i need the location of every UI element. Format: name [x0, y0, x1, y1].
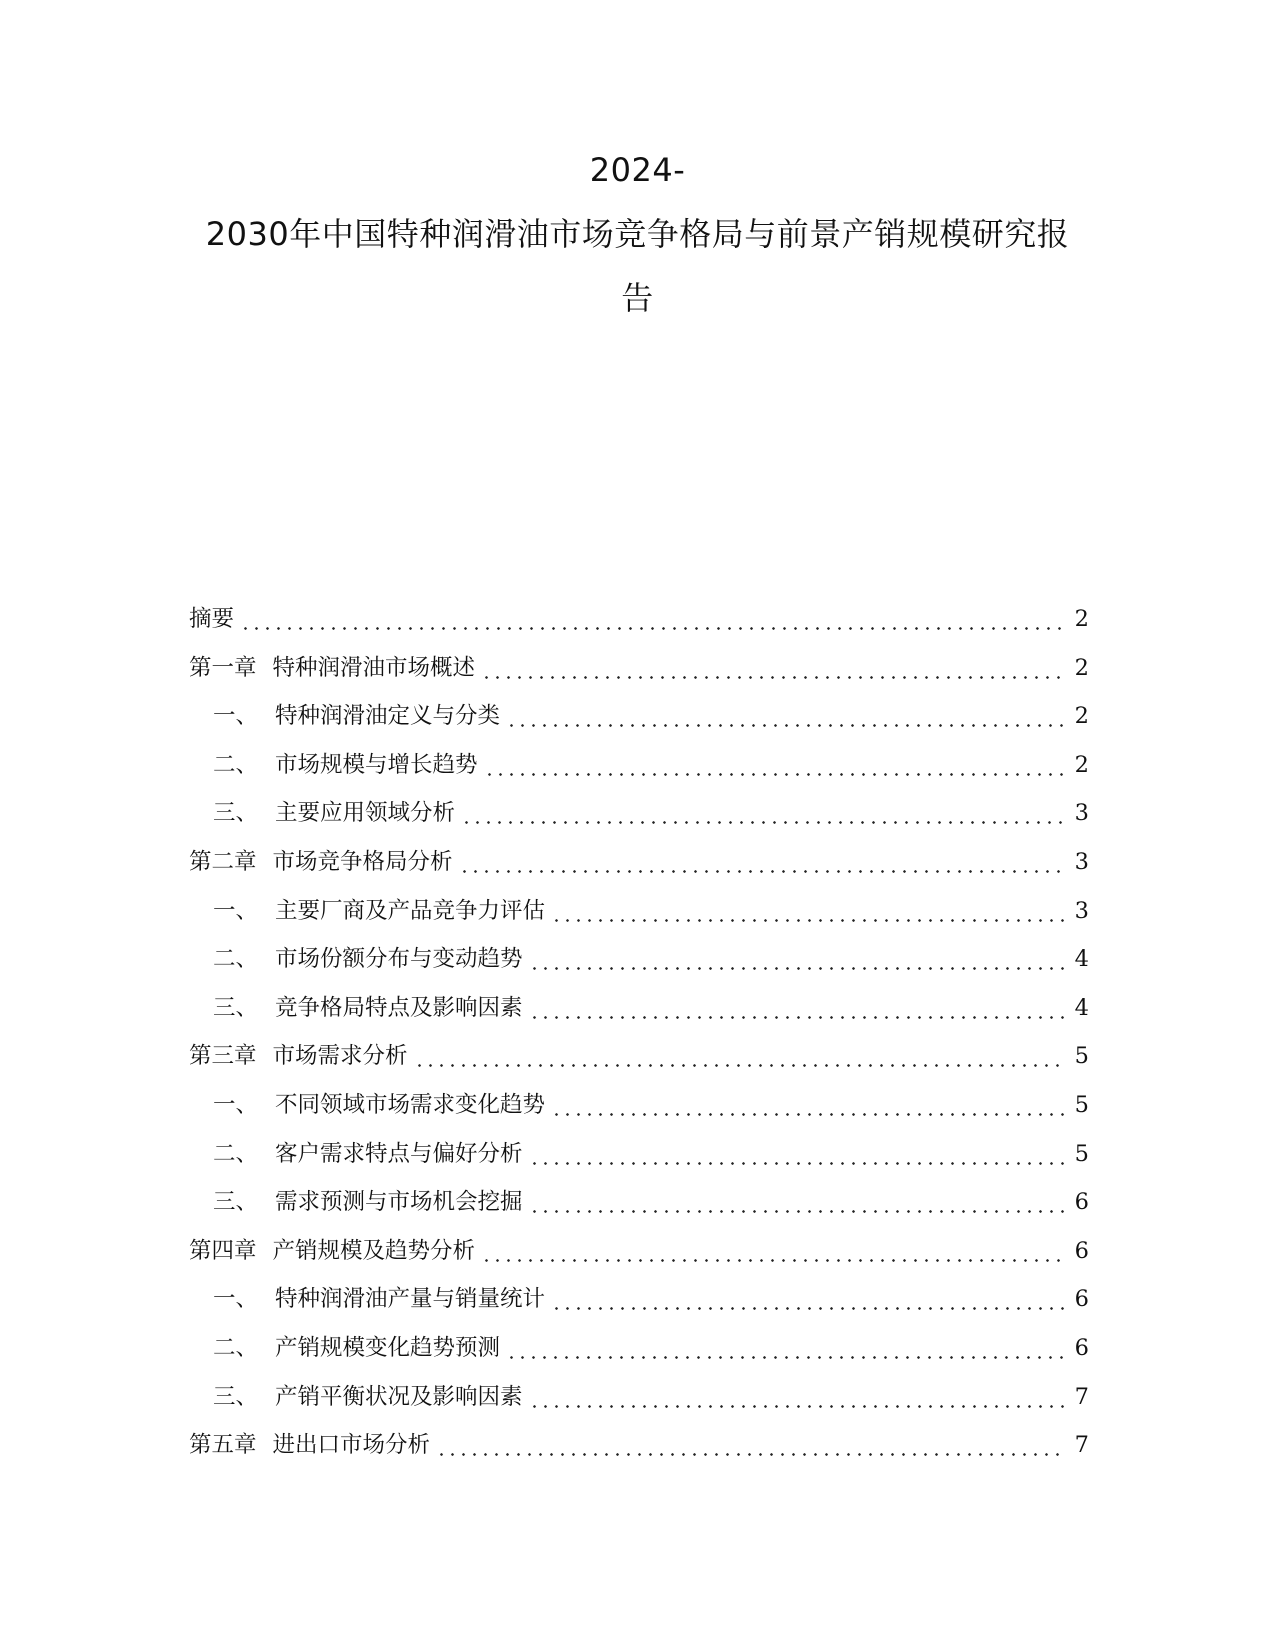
toc-dot-leader — [529, 1130, 1067, 1179]
toc-entry-title — [189, 838, 459, 887]
toc-entry-title — [189, 741, 484, 790]
toc-entry[interactable] — [189, 1275, 1089, 1324]
toc-entry-number: 第一章 — [189, 654, 257, 681]
toc-page-number: 4 — [1074, 946, 1089, 973]
toc-entry-title — [189, 984, 529, 1033]
toc-entry-title — [189, 1081, 551, 1130]
toc-page-number: 2 — [1074, 751, 1089, 778]
toc-entry-label: 市场竞争格局分析 — [272, 848, 453, 875]
toc-entry-number: 二、 — [213, 751, 259, 778]
toc-entry-title — [189, 1178, 529, 1227]
toc-page-number: 6 — [1074, 1286, 1089, 1313]
toc-page-number: 6 — [1074, 1334, 1089, 1361]
toc-entry-number: 第三章 — [189, 1043, 257, 1070]
toc-entry-label: 摘要 — [189, 606, 235, 632]
toc-entry-label: 特种润滑油产量与销量统计 — [275, 1286, 546, 1313]
toc-entry[interactable] — [189, 838, 1089, 887]
toc-entry[interactable] — [189, 1373, 1089, 1422]
toc-entry-number: 二、 — [213, 946, 259, 973]
toc-page-number: 3 — [1074, 897, 1089, 924]
toc-dot-leader — [240, 595, 1067, 644]
toc-entry-number: 二、 — [213, 1140, 259, 1167]
toc-entry[interactable] — [189, 1032, 1089, 1081]
toc-entry[interactable] — [189, 1081, 1089, 1130]
toc-entry-title — [189, 789, 461, 838]
toc-page-number: 2 — [1074, 654, 1089, 681]
toc-entry[interactable] — [189, 1178, 1089, 1227]
toc-entry-number: 二、 — [213, 1334, 259, 1361]
toc-entry[interactable] — [189, 984, 1089, 1033]
toc-dot-leader — [461, 789, 1067, 838]
toc-entry-label: 主要应用领域分析 — [275, 800, 456, 827]
toc-entry-title — [189, 1032, 414, 1081]
toc-entry-label: 主要厂商及产品竞争力评估 — [275, 897, 546, 924]
toc-entry-title — [189, 644, 481, 693]
title-line-3: 告 — [621, 279, 654, 317]
toc-entry-title — [189, 935, 529, 984]
toc-entry-number: 一、 — [213, 897, 259, 924]
toc-entry-title — [189, 1130, 529, 1179]
toc-entry[interactable] — [189, 887, 1089, 936]
toc-dot-leader — [529, 984, 1067, 1033]
toc-page-number: 7 — [1074, 1383, 1089, 1410]
toc-entry-number: 三、 — [213, 800, 259, 827]
toc-entry[interactable] — [189, 1130, 1089, 1179]
toc-dot-leader — [529, 1373, 1067, 1422]
toc-entry-title — [189, 1421, 436, 1470]
toc-entry[interactable] — [189, 1324, 1089, 1373]
toc-entry-number: 一、 — [213, 1286, 259, 1313]
toc-entry[interactable] — [189, 935, 1089, 984]
toc-dot-leader — [484, 741, 1067, 790]
toc-entry-title — [189, 595, 240, 644]
toc-dot-leader — [529, 1178, 1067, 1227]
toc-page-number: 4 — [1074, 994, 1089, 1021]
toc-entry-label: 不同领域市场需求变化趋势 — [275, 1091, 546, 1118]
toc-entry-title — [189, 1275, 551, 1324]
toc-entry-label: 客户需求特点与偏好分析 — [275, 1140, 523, 1167]
toc-page-number: 2 — [1074, 703, 1089, 730]
toc-entry-number: 三、 — [213, 1383, 259, 1410]
toc-dot-leader — [529, 935, 1067, 984]
title-line-2: 2030年中国特种润滑油市场竞争格局与前景产销规模研究报 — [205, 215, 1070, 253]
toc-entry-number: 三、 — [213, 994, 259, 1021]
toc-entry-label: 进出口市场分析 — [272, 1432, 431, 1459]
toc-page-number: 3 — [1074, 848, 1089, 875]
toc-entry-number: 第五章 — [189, 1432, 257, 1459]
toc-dot-leader — [414, 1032, 1067, 1081]
toc-page-number: 5 — [1074, 1140, 1089, 1167]
toc-entry-label: 特种润滑油定义与分类 — [275, 703, 501, 730]
toc-entry-label: 特种润滑油市场概述 — [272, 654, 476, 681]
toc-entry-title — [189, 1324, 506, 1373]
toc-dot-leader — [481, 1227, 1067, 1276]
toc-dot-leader — [506, 692, 1067, 741]
toc-page-number: 6 — [1074, 1237, 1089, 1264]
toc-entry-label: 市场需求分析 — [272, 1043, 408, 1070]
toc-entry[interactable] — [189, 692, 1089, 741]
toc-dot-leader — [481, 644, 1067, 693]
toc-dot-leader — [551, 1275, 1067, 1324]
toc-entry-number: 第四章 — [189, 1237, 257, 1264]
toc-dot-leader — [506, 1324, 1067, 1373]
toc-dot-leader — [459, 838, 1067, 887]
toc-page-number: 5 — [1074, 1091, 1089, 1118]
toc-entry-number: 一、 — [213, 703, 259, 730]
toc-entry-label: 产销平衡状况及影响因素 — [275, 1383, 523, 1410]
toc-entry[interactable] — [189, 595, 1089, 644]
table-of-contents — [189, 595, 1089, 1470]
toc-entry-label: 产销规模变化趋势预测 — [275, 1334, 501, 1361]
toc-entry-label: 需求预测与市场机会挖掘 — [275, 1189, 523, 1216]
toc-page-number: 6 — [1074, 1189, 1089, 1216]
toc-entry[interactable] — [189, 741, 1089, 790]
toc-entry[interactable] — [189, 1421, 1089, 1470]
toc-entry[interactable] — [189, 789, 1089, 838]
toc-entry-number: 第二章 — [189, 848, 257, 875]
toc-entry-title — [189, 1227, 481, 1276]
toc-page-number: 7 — [1074, 1432, 1089, 1459]
toc-entry[interactable] — [189, 644, 1089, 693]
toc-page-number: 2 — [1074, 606, 1089, 632]
toc-dot-leader — [551, 1081, 1067, 1130]
toc-entry-label: 产销规模及趋势分析 — [272, 1237, 476, 1264]
toc-entry-number: 三、 — [213, 1189, 259, 1216]
toc-entry-title — [189, 1373, 529, 1422]
toc-entry-label: 市场规模与增长趋势 — [275, 751, 478, 778]
toc-dot-leader — [436, 1421, 1067, 1470]
toc-entry-title — [189, 692, 506, 741]
toc-dot-leader — [551, 887, 1067, 936]
toc-entry-label: 市场份额分布与变动趋势 — [275, 946, 523, 973]
toc-entry-label: 竞争格局特点及影响因素 — [275, 994, 523, 1021]
toc-page-number: 3 — [1074, 800, 1089, 827]
title-line-1: 2024- — [589, 151, 686, 189]
toc-entry-number: 一、 — [213, 1091, 259, 1118]
toc-entry[interactable] — [189, 1227, 1089, 1276]
document-title — [0, 138, 1275, 330]
toc-page-number: 5 — [1074, 1043, 1089, 1070]
toc-entry-title — [189, 887, 551, 936]
